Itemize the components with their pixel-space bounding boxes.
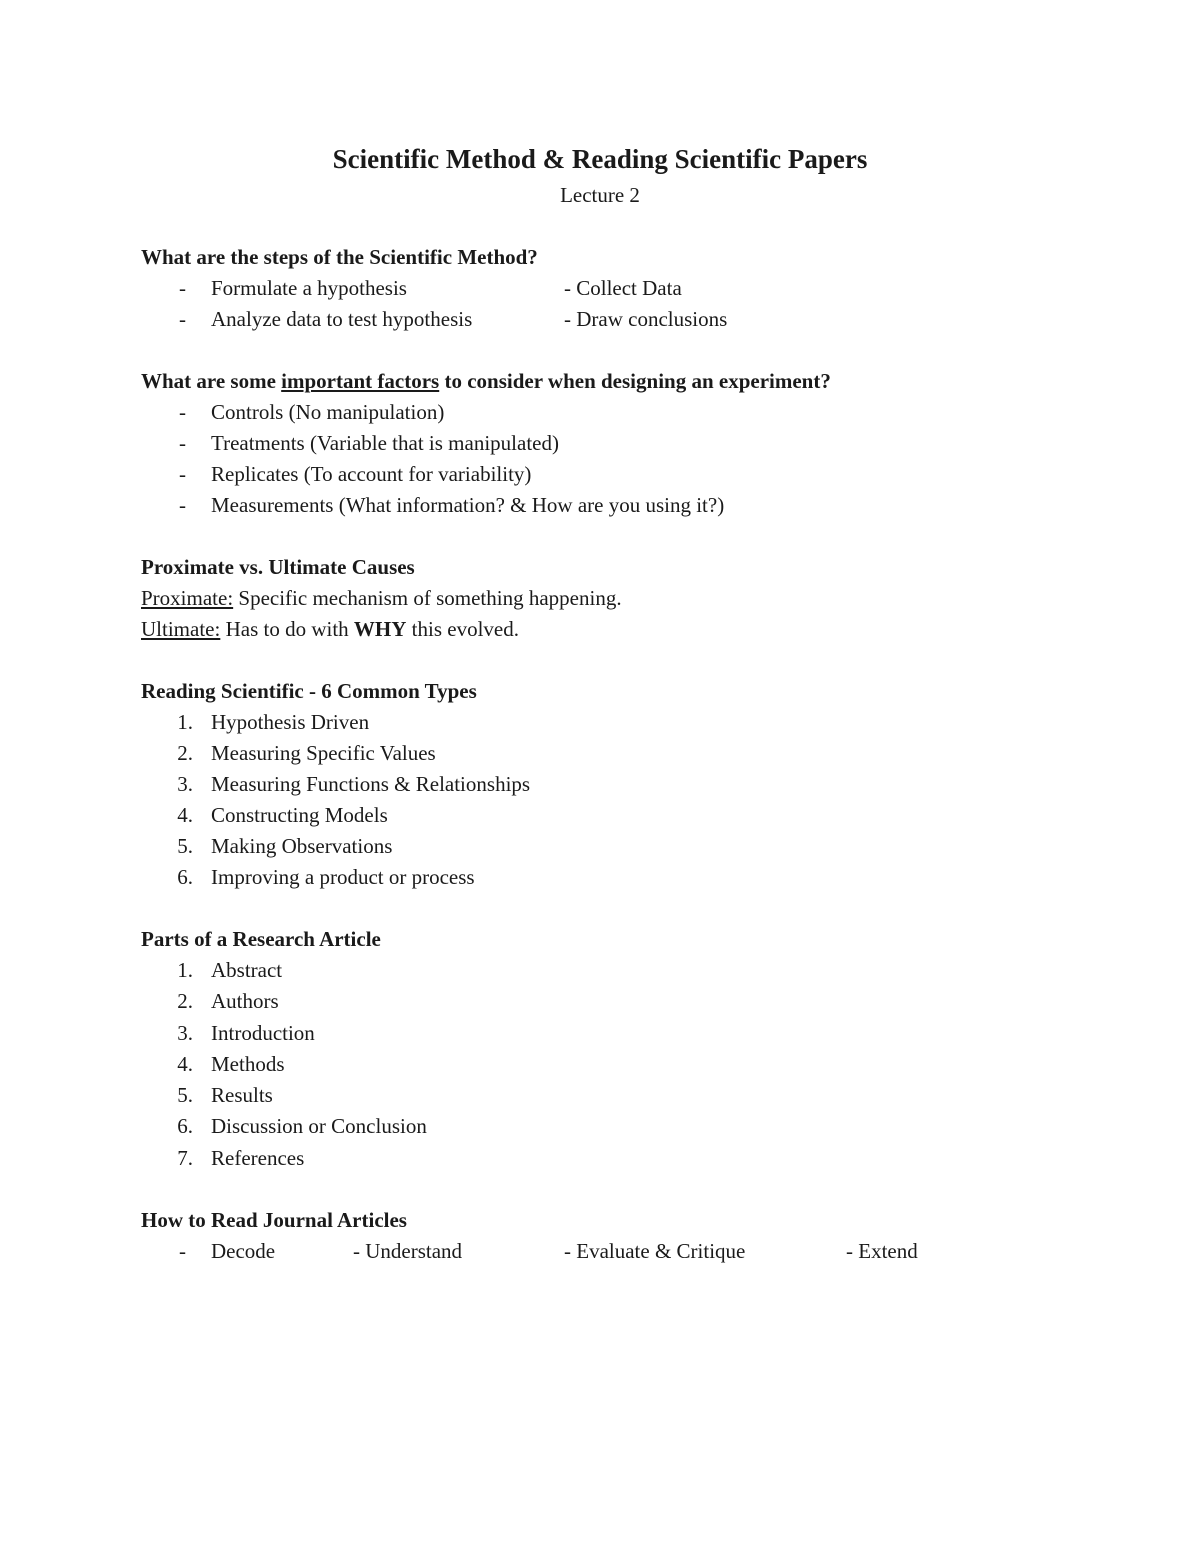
reading-step-understand: - Understand — [353, 1239, 463, 1263]
section-heading-types: Reading Scientific - 6 Common Types — [141, 679, 477, 703]
section-heading-causes: Proximate vs. Ultimate Causes — [141, 555, 415, 579]
heading-text: What are some — [141, 369, 282, 393]
heading-text: to consider when designing an experiment? — [439, 369, 831, 393]
ultimate-text: Has to do with — [220, 617, 354, 641]
list-number: 5. — [177, 834, 193, 858]
list-number: 1. — [177, 958, 193, 982]
section-heading-how-to-read: How to Read Journal Articles — [141, 1208, 407, 1232]
types-item: Hypothesis Driven — [211, 710, 370, 734]
factors-item: Controls (No manipulation) — [211, 400, 445, 424]
list-number: 7. — [177, 1146, 193, 1170]
parts-item: Discussion or Conclusion — [211, 1114, 427, 1138]
list-number: 5. — [177, 1083, 193, 1107]
bullet-marker: - — [179, 1239, 186, 1263]
ultimate-definition — [141, 615, 519, 643]
document-subtitle: Lecture 2 — [560, 183, 640, 207]
ultimate-text: this evolved. — [406, 617, 519, 641]
list-number: 6. — [177, 865, 193, 889]
section-heading-factors — [141, 367, 831, 395]
proximate-text: Specific mechanism of something happening. — [233, 586, 622, 610]
types-item: Improving a product or process — [211, 865, 475, 889]
factors-item: Treatments (Variable that is manipulated) — [211, 431, 559, 455]
bullet-marker: - — [179, 493, 186, 517]
reading-step-decode: Decode — [211, 1239, 276, 1263]
steps-item-2: - Collect Data — [564, 276, 682, 300]
list-number: 1. — [177, 710, 193, 734]
list-number: 3. — [177, 772, 193, 796]
factors-item: Replicates (To account for variability) — [211, 462, 532, 486]
proximate-label: Proximate: — [141, 586, 234, 610]
document-title: Scientific Method & Reading Scientific Papers — [332, 144, 868, 174]
bullet-marker: - — [179, 307, 186, 331]
heading-underlined-text: important factors — [281, 369, 440, 393]
types-item: Measuring Specific Values — [211, 741, 436, 765]
reading-step-evaluate: - Evaluate & Critique — [564, 1239, 746, 1263]
bullet-marker: - — [179, 400, 186, 424]
section-heading-steps: What are the steps of the Scientific Method? — [141, 245, 538, 269]
parts-item: Introduction — [211, 1021, 315, 1045]
ultimate-bold-text: WHY — [353, 617, 407, 641]
steps-item-3: Analyze data to test hypothesis — [211, 307, 473, 331]
ultimate-label: Ultimate: — [141, 617, 221, 641]
list-number: 6. — [177, 1114, 193, 1138]
bullet-marker: - — [179, 431, 186, 455]
types-item: Constructing Models — [211, 803, 388, 827]
list-number: 2. — [177, 741, 193, 765]
steps-item-4: - Draw conclusions — [564, 307, 728, 331]
list-number: 3. — [177, 1021, 193, 1045]
parts-item: Methods — [211, 1052, 285, 1076]
reading-step-extend: - Extend — [846, 1239, 918, 1263]
section-heading-parts: Parts of a Research Article — [141, 927, 381, 951]
factors-item: Measurements (What information? & How are you using it?) — [211, 493, 725, 517]
bullet-marker: - — [179, 276, 186, 300]
list-number: 4. — [177, 803, 193, 827]
bullet-marker: - — [179, 462, 186, 486]
types-item: Measuring Functions & Relationships — [211, 772, 531, 796]
parts-item: Results — [211, 1083, 273, 1107]
list-number: 2. — [177, 989, 193, 1013]
steps-item-1: Formulate a hypothesis — [211, 276, 407, 300]
parts-item: Authors — [211, 989, 279, 1013]
parts-item: References — [211, 1146, 305, 1170]
proximate-definition — [141, 584, 622, 612]
list-number: 4. — [177, 1052, 193, 1076]
types-item: Making Observations — [211, 834, 393, 858]
parts-item: Abstract — [211, 958, 283, 982]
